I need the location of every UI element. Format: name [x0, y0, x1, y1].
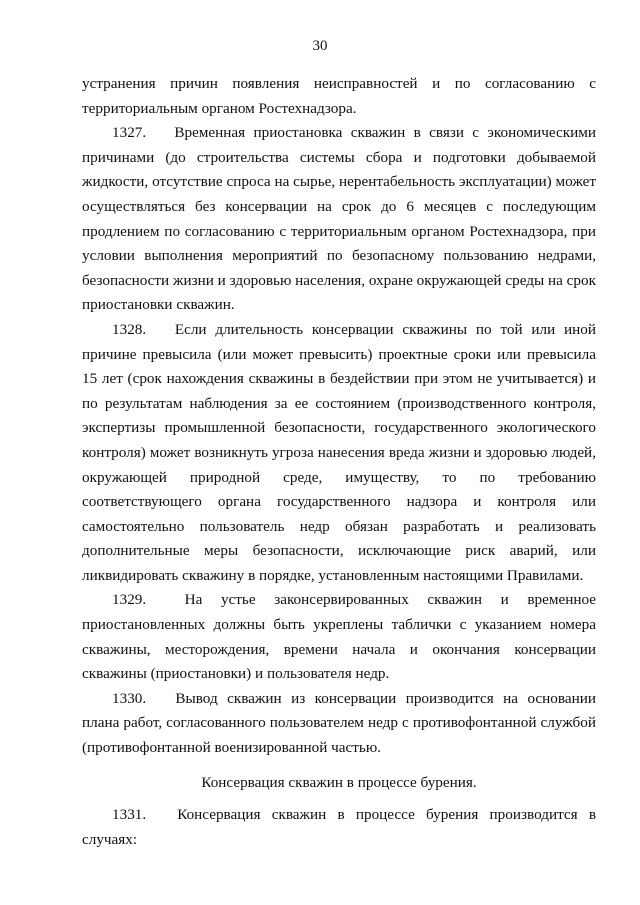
- paragraph-text: Если длительность консервации скважины по той или иной причине превысила (или может превысить) проектные сроки или превысила 15 лет (срок нахождения скважины в бездействии при этом не учитывается) и по результатам наблюдения за ее состоянием (производственного контроля, экспертизы промышленной безопасности, государственного экологического контроля) может возникнуть угроза нанесения вреда жизни и здоровью людей, окружающей природной среде, имуществу, то по требованию соответствующего органа государственного надзора и контроля или самостоятельно пользователь недр обязан разработать и реализовать дополнительные меры безопасности, исключающие риск аварий, или ликвидировать скважину в порядке, установленным настоящими Правилами.: [82, 320, 597, 584]
- paragraph-1328: [82, 318, 596, 589]
- paragraph-text: Вывод скважин из консервации производится на основании плана работ, согласованного пользователем недр с противофонтанной службой (противофонтанной военизированной частью.: [82, 689, 596, 757]
- page-number: 30: [312, 38, 328, 54]
- document-body: [82, 72, 596, 761]
- paragraph-1329: [82, 588, 596, 686]
- paragraph-number: 1329.: [112, 591, 147, 609]
- paragraph-continuation: устранения причин появления неисправностей и по согласованию с территориальным органом Ростехнадзора.: [82, 75, 596, 117]
- paragraph-1330: [82, 687, 596, 761]
- paragraph-number: 1331.: [112, 806, 147, 823]
- paragraph-1327: [82, 121, 596, 318]
- paragraph-1331: [82, 803, 596, 852]
- paragraph-text: Временная приостановка скважин в связи с экономическими причинами (до строительства системы сбора и подготовки добываемой жидкости, отсутствие спроса на сырье, нерентабельность эксплуатации) может осуществляться без консервации на срок до 6 месяцев с последующим продлением по согласованию с территориальным органом Ростехнадзора, при условии выполнения мероприятий по безопасному пользованию недрами, безопасности жизни и здоровью населения, охране окружающей среды на срок приостановки скважин.: [82, 124, 597, 314]
- paragraph-text: На устье законсервированных скважин и временное приостановленных должны быть укреплены таблички с указанием номера скважины, месторождения, времени начала и окончания консервации скважины (приостановки) и пользователя недр.: [82, 591, 596, 683]
- paragraph-number: 1327.: [112, 124, 147, 142]
- paragraph-text: Консервация скважин в процессе бурения производится в случаях:: [82, 806, 596, 848]
- paragraph-number: 1330.: [112, 689, 147, 707]
- section-heading: Консервация скважин в процессе бурения.: [201, 774, 477, 791]
- paragraph-number: 1328.: [112, 320, 147, 338]
